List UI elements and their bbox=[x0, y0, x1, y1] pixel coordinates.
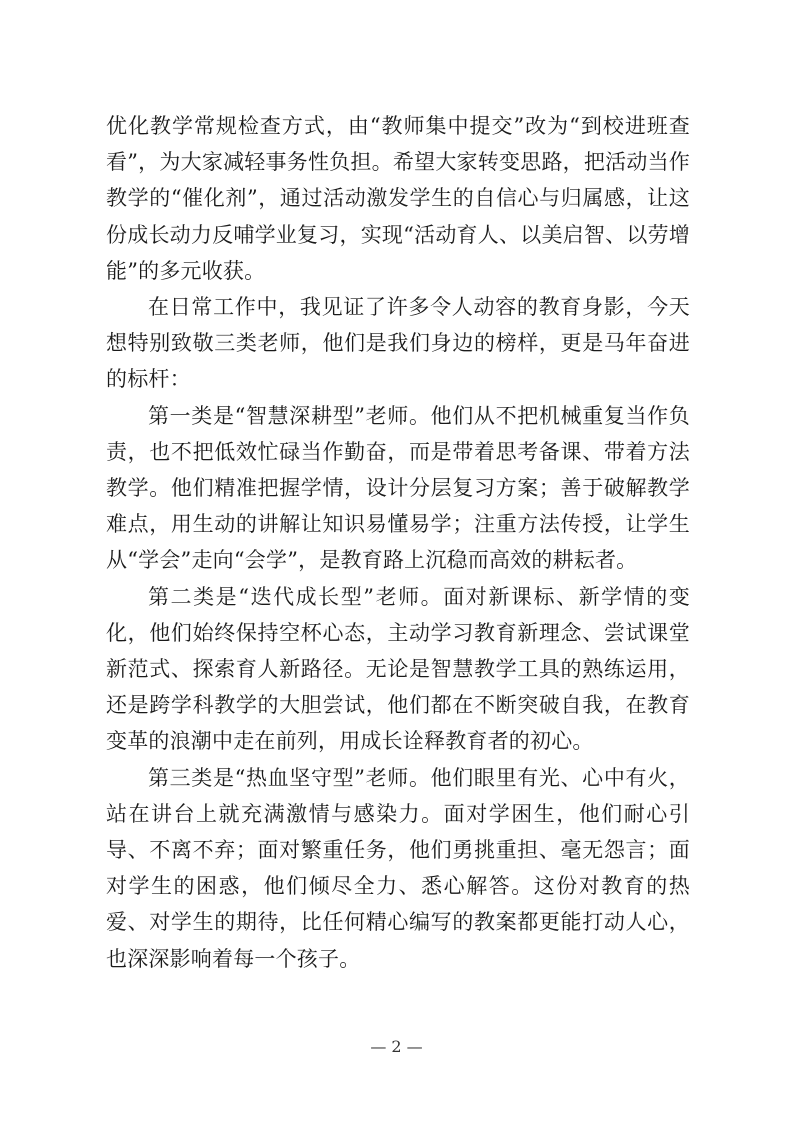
paragraph-type-three: 第三类是“热血坚守型”老师。他们眼里有光、心中有火，站在讲台上就充满激情与感染力。面对学困生，他们耐心引导、不离不弃；面对繁重任务，他们勇挑重担、毫无怨言；面对学生的困惑，他们倾尽全力、悉心解答。这份对教育的热爱、对学生的期待，比任何精心编写的教案都更能打动人心，也深深影响着每一个孩子。 bbox=[106, 765, 690, 971]
document-body bbox=[106, 108, 690, 977]
paragraph-intro-teachers: 在日常工作中，我见证了许多令人动容的教育身影，今天想特别致敬三类老师，他们是我们身边的榜样，更是马年奋进的标杆： bbox=[106, 295, 690, 392]
paragraph-continuation: 优化教学常规检查方式，由“教师集中提交”改为“到校进班查看”，为大家减轻事务性负担。希望大家转变思路，把活动当作教学的“催化剂”，通过活动激发学生的自信心与归属感，让这份成长动力反哺学业复习，实现“活动育人、以美启智、以劳增能”的多元收获。 bbox=[106, 114, 690, 283]
paragraph-type-one: 第一类是“智慧深耕型”老师。他们从不把机械重复当作负责，也不把低效忙碌当作勤奋，而是带着思考备课、带着方法教学。他们精准把握学情，设计分层复习方案；善于破解教学难点，用生动的讲解让知识易懂易学；注重方法传授，让学生从“学会”走向“会学”，是教育路上沉稳而高效的耕耘者。 bbox=[106, 403, 690, 573]
paragraph-type-two: 第二类是“迭代成长型”老师。面对新课标、新学情的变化，他们始终保持空杯心态，主动学习教育新理念、尝试课堂新范式、探索育人新路径。无论是智慧教学工具的熟练运用，还是跨学科教学的大胆尝试，他们都在不断突破自我，在教育变革的浪潮中走在前列，用成长诠释教育者的初心。 bbox=[106, 584, 690, 754]
page-number: — 2 — bbox=[370, 1037, 423, 1056]
